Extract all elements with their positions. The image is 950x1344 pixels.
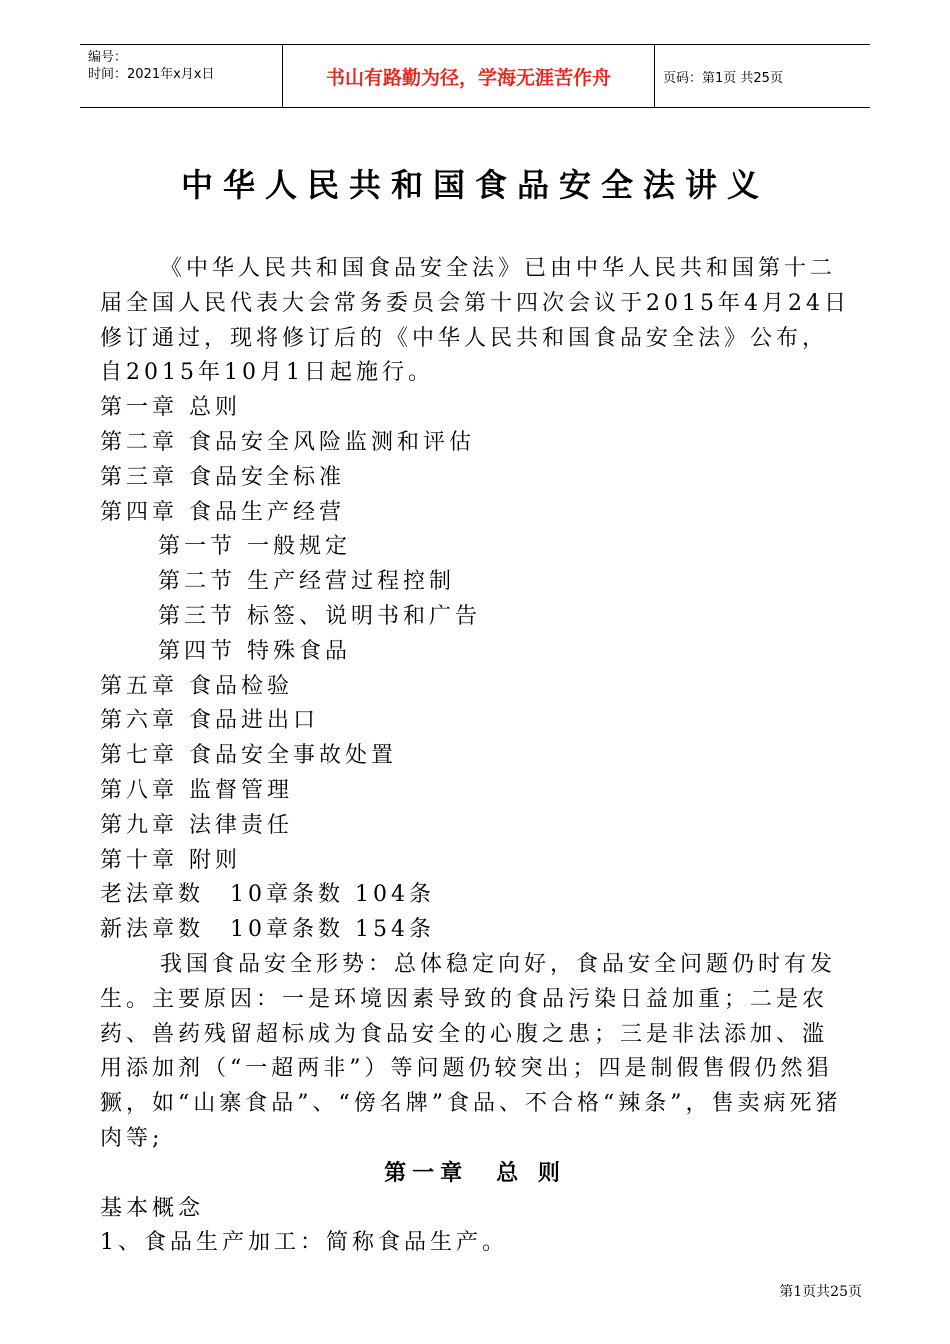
document-body	[100, 252, 850, 1261]
situation-paragraph: 我国食品安全形势：总体稳定向好，食品安全问题仍时有发生。主要原因：一是环境因素导致的食品污染日益加重；二是农药、兽药残留超标成为食品安全的心腹之患；三是非法添加、滥用添加剂（“一超两非”）等问题仍较突出；四是制假售假仍然猖獗，如“山寨食品”、“傍名牌”食品、不合格“辣条”，售卖病死猪肉等;	[100, 951, 842, 1151]
new-law-stats: 新法章数 10章条数 154条	[100, 917, 435, 943]
toc-chapter-1: 第一章 总则	[100, 395, 241, 421]
toc-chapter-7: 第七章 食品安全事故处置	[100, 743, 397, 769]
toc-chapter-8: 第八章 监督管理	[100, 777, 293, 803]
toc-section-1: 第一节 一般规定	[158, 534, 351, 560]
page-footer: 第1页共25页	[779, 1284, 862, 1300]
concept-item-1: 1、食品生产加工：简称食品生产。	[100, 1230, 508, 1256]
header-meta	[80, 45, 282, 107]
old-law-stats: 老法章数 10章条数 104条	[100, 882, 435, 908]
header-page-info: 页码：第1页 共25页	[663, 70, 783, 86]
toc-chapter-9: 第九章 法律责任	[100, 812, 293, 838]
document-code-label: 编号：	[88, 50, 128, 65]
concept-heading: 基本概念	[100, 1195, 205, 1221]
toc-chapter-5: 第五章 食品检验	[100, 673, 293, 699]
document-title: 中华人民共和国食品安全法讲义	[180, 166, 769, 204]
toc-chapter-3: 第三章 食品安全标准	[100, 464, 345, 490]
toc-section-3: 第三节 标签、说明书和广告	[158, 603, 481, 629]
document-date: 时间：2021年x月x日	[88, 67, 215, 82]
page-header	[80, 44, 870, 108]
toc-section-2: 第二节 生产经营过程控制	[158, 569, 455, 595]
intro-paragraph: 《中华人民共和国食品安全法》已由中华人民共和国第十二届全国人民代表大会常务委员会第十四次会议于2015年4月24日修订通过，现将修订后的《中华人民共和国食品安全法》公布，自2015年10月1日起施行。	[100, 256, 850, 386]
toc-chapter-10: 第十章 附则	[100, 847, 241, 873]
toc-chapter-4: 第四章 食品生产经营	[100, 499, 345, 525]
header-motto: 书山有路勤为径，学海无涯苦作舟	[282, 45, 655, 107]
toc-section-4: 第四节 特殊食品	[158, 638, 351, 664]
toc-chapter-2: 第二章 食品安全风险监测和评估	[100, 429, 475, 455]
toc-chapter-6: 第六章 食品进出口	[100, 708, 319, 734]
chapter-1-heading: 第一章 总 则	[384, 1160, 566, 1186]
